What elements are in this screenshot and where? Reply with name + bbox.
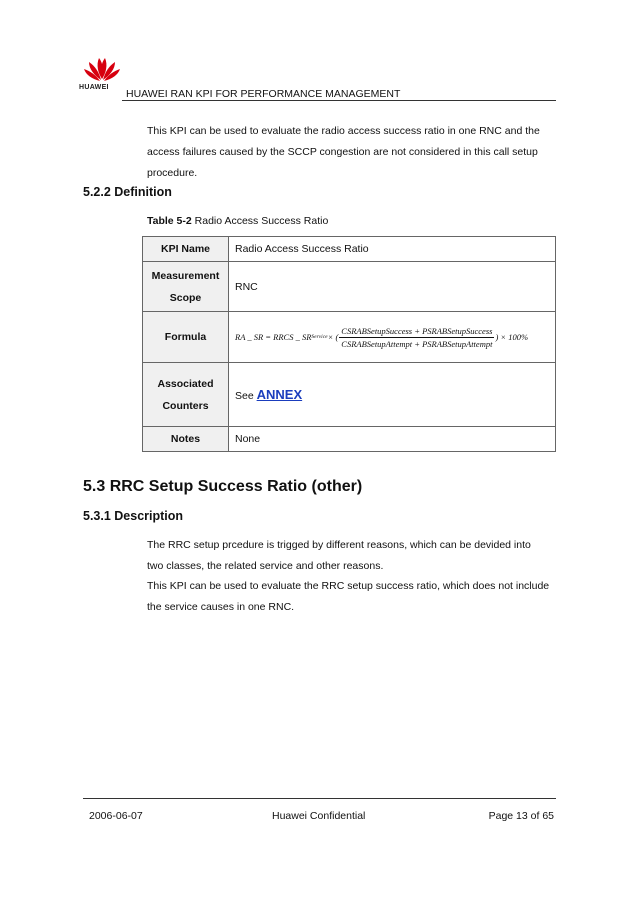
description-line: the service causes in one RNC.: [147, 601, 295, 613]
intro-line: access failures caused by the SCCP congestion are not considered in this call setup: [147, 146, 538, 158]
description-line: two classes, the related service and other reasons.: [147, 560, 384, 572]
header-title: HUAWEI RAN KPI FOR PERFORMANCE MANAGEMENT: [126, 88, 401, 100]
footer-divider: [83, 798, 556, 799]
formula-numerator: CSRABSetupSuccess + PSRABSetupSuccess: [341, 325, 493, 336]
kpi-name-value: Radio Access Success Ratio: [229, 237, 556, 262]
description-line: This KPI can be used to evaluate the RRC setup success ratio, which does not include: [147, 580, 550, 592]
formula-label: Formula: [143, 312, 229, 363]
logo-wordmark: HUAWEI: [79, 84, 109, 91]
associated-counters-label-line: Counters: [162, 399, 209, 412]
associated-counters-label-line: Associated: [157, 377, 214, 390]
formula-fraction: [339, 326, 494, 349]
formula-denominator: CSRABSetupAttempt + PSRABSetupAttempt: [341, 338, 493, 349]
section-heading-description: 5.3.1 Description: [83, 509, 184, 523]
formula-tail: ) × 100%: [495, 332, 529, 342]
formula-times: × (: [327, 332, 339, 342]
table-row: [143, 427, 556, 452]
header-divider: [122, 100, 556, 101]
table-caption-number: Table 5-2: [147, 215, 192, 227]
associated-counters-value: [229, 363, 556, 427]
associated-counters-prefix: See: [235, 390, 257, 402]
formula-cell: [229, 312, 556, 363]
description-paragraph-1: [147, 535, 555, 577]
notes-value: None: [229, 427, 556, 452]
associated-counters-label: [143, 363, 229, 427]
footer-page-number: Page 13 of 65: [488, 810, 554, 822]
measurement-scope-value: RNC: [229, 262, 556, 312]
table-row: [143, 363, 556, 427]
kpi-name-label: KPI Name: [143, 237, 229, 262]
intro-line: This KPI can be used to evaluate the radio access success ratio in one RNC and the: [147, 125, 540, 137]
measurement-scope-label: [143, 262, 229, 312]
section-heading-definition: 5.2.2 Definition: [83, 185, 172, 199]
table-caption: [147, 215, 328, 227]
formula-expression: [235, 326, 549, 349]
description-paragraph-2: [147, 576, 555, 618]
formula-lhs: RA _ SR = RRCS _ SR: [235, 332, 312, 342]
measurement-scope-label-line: Measurement: [151, 269, 220, 282]
kpi-definition-table: [142, 236, 556, 452]
footer-date: 2006-06-07: [89, 810, 143, 822]
table-row: [143, 262, 556, 312]
footer-confidential: Huawei Confidential: [272, 810, 366, 822]
intro-paragraph: [147, 121, 555, 184]
table-row: [143, 237, 556, 262]
notes-label: Notes: [143, 427, 229, 452]
formula-lhs-subscript: Service: [311, 334, 328, 340]
annex-link[interactable]: ANNEX: [256, 387, 303, 402]
table-row: [143, 312, 556, 363]
measurement-scope-label-line: Scope: [169, 291, 202, 304]
intro-line: procedure.: [147, 167, 198, 179]
table-caption-text: Radio Access Success Ratio: [191, 215, 329, 227]
description-line: The RRC setup prcedure is trigged by different reasons, which can be devided into: [147, 539, 531, 551]
section-heading-rrc-setup: 5.3 RRC Setup Success Ratio (other): [83, 478, 363, 495]
